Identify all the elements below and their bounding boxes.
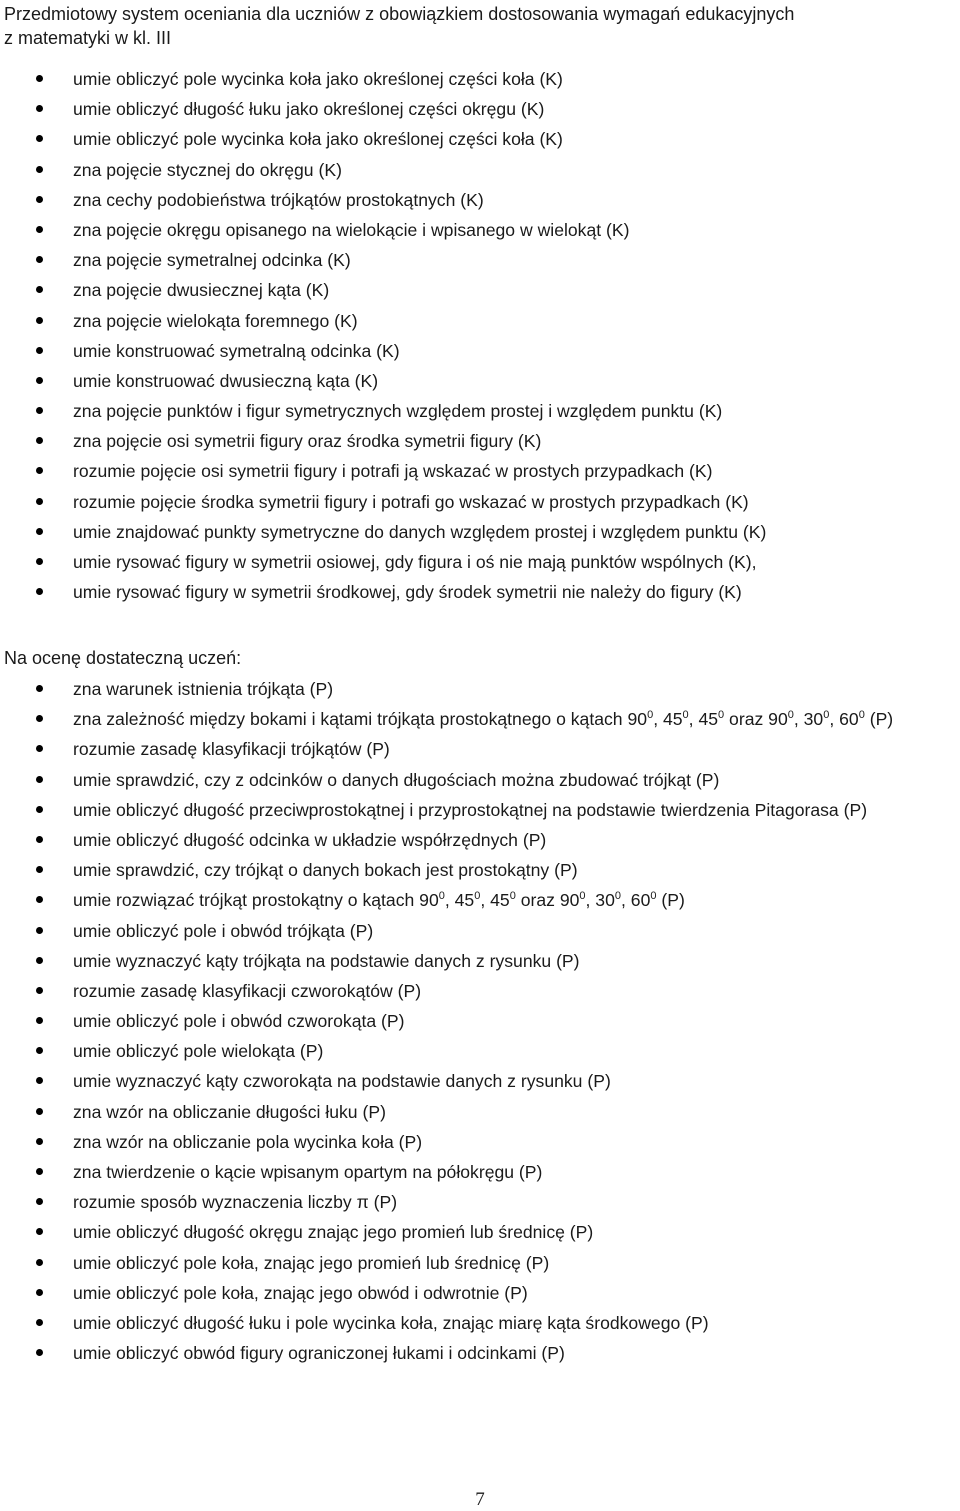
list-item: zna wzór na obliczanie pola wycinka koła (P) — [0, 1130, 960, 1154]
list-item: zna wzór na obliczanie długości łuku (P) — [0, 1100, 960, 1124]
section-heading-dostateczna: Na ocenę dostateczną uczeń: — [4, 648, 242, 668]
list-item: umie konstruować dwusieczną kąta (K) — [0, 369, 960, 393]
list-item: rozumie sposób wyznaczenia liczby π (P) — [0, 1190, 960, 1214]
list-item: umie obliczyć długość łuku i pole wycinka koła, znając miarę kąta środkowego (P) — [0, 1311, 960, 1335]
list-item: umie obliczyć pole i obwód trójkąta (P) — [0, 919, 960, 943]
header-line-2: z matematyki w kl. III — [4, 28, 172, 48]
list-item: umie obliczyć pole koła, znając jego promień lub średnicę (P) — [0, 1251, 960, 1275]
list-item: umie obliczyć długość przeciwprostokątnej i przyprostokątnej na podstawie twierdzenia Pitagorasa (P) — [0, 798, 960, 822]
list-item: zna pojęcie punktów i figur symetrycznych względem prostej i względem punktu (K) — [0, 399, 960, 423]
list-item: umie rysować figury w symetrii osiowej, gdy figura i oś nie mają punktów wspólnych (K), — [0, 550, 960, 574]
list-item: rozumie pojęcie osi symetrii figury i potrafi ją wskazać w prostych przypadkach (K) — [0, 459, 960, 483]
list-item: umie obliczyć pole koła, znając jego obwód i odwrotnie (P) — [0, 1281, 960, 1305]
list-item: zna pojęcie stycznej do okręgu (K) — [0, 158, 960, 182]
list-item: zna zależność między bokami i kątami trójkąta prostokątnego o kątach $90^0$, $45^0$, $45^0$ oraz $90^0$, $30^0$, $60^0$ (P) — [0, 707, 960, 731]
list-item: rozumie pojęcie środka symetrii figury i potrafi go wskazać w prostych przypadkach (K) — [0, 490, 960, 514]
list-item: umie obliczyć długość odcinka w układzie współrzędnych (P) — [0, 828, 960, 852]
list-item: zna pojęcie dwusiecznej kąta (K) — [0, 278, 960, 302]
list-item: umie obliczyć długość okręgu znając jego promień lub średnicę (P) — [0, 1220, 960, 1244]
list-item: umie konstruować symetralną odcinka (K) — [0, 339, 960, 363]
page-number: 7 — [475, 1489, 485, 1510]
list-item: umie obliczyć obwód figury ograniczonej łukami i odcinkami (P) — [0, 1341, 960, 1365]
list-item: umie obliczyć pole wycinka koła jako określonej części koła (K) — [0, 67, 960, 91]
document-header — [4, 2, 954, 50]
header-line-1: Przedmiotowy system oceniania dla uczniów z obowiązkiem dostosowania wymagań edukacyjnych — [4, 4, 795, 24]
list-item: umie wyznaczyć kąty czworokąta na podstawie danych z rysunku (P) — [0, 1069, 960, 1093]
list-item: zna pojęcie wielokąta foremnego (K) — [0, 309, 960, 333]
list-item: zna pojęcie symetralnej odcinka (K) — [0, 248, 960, 272]
requirements-list-p — [0, 677, 960, 1371]
list-item: zna cechy podobieństwa trójkątów prostokątnych (K) — [0, 188, 960, 212]
requirements-list-k — [0, 67, 960, 610]
list-item: umie rozwiązać trójkąt prostokątny o kątach $90^0$, $45^0$, $45^0$ oraz $90^0$, $30^0$, $60^0$ (P) — [0, 888, 960, 912]
list-item: zna warunek istnienia trójkąta (P) — [0, 677, 960, 701]
list-item: umie znajdować punkty symetryczne do danych względem prostej i względem punktu (K) — [0, 520, 960, 544]
list-item: umie obliczyć długość łuku jako określonej części okręgu (K) — [0, 97, 960, 121]
list-item: umie obliczyć pole wielokąta (P) — [0, 1039, 960, 1063]
list-item: rozumie zasadę klasyfikacji trójkątów (P) — [0, 737, 960, 761]
list-item: umie sprawdzić, czy trójkąt o danych bokach jest prostokątny (P) — [0, 858, 960, 882]
list-item: zna pojęcie osi symetrii figury oraz środka symetrii figury (K) — [0, 429, 960, 453]
list-item: umie obliczyć pole i obwód czworokąta (P) — [0, 1009, 960, 1033]
list-item: zna twierdzenie o kącie wpisanym opartym na półokręgu (P) — [0, 1160, 960, 1184]
list-item: zna pojęcie okręgu opisanego na wielokącie i wpisanego w wielokąt (K) — [0, 218, 960, 242]
list-item: rozumie zasadę klasyfikacji czworokątów (P) — [0, 979, 960, 1003]
list-item: umie sprawdzić, czy z odcinków o danych długościach można zbudować trójkąt (P) — [0, 768, 960, 792]
list-item: umie obliczyć pole wycinka koła jako określonej części koła (K) — [0, 127, 960, 151]
list-item: umie rysować figury w symetrii środkowej, gdy środek symetrii nie należy do figury (K) — [0, 580, 960, 604]
list-item: umie wyznaczyć kąty trójkąta na podstawie danych z rysunku (P) — [0, 949, 960, 973]
